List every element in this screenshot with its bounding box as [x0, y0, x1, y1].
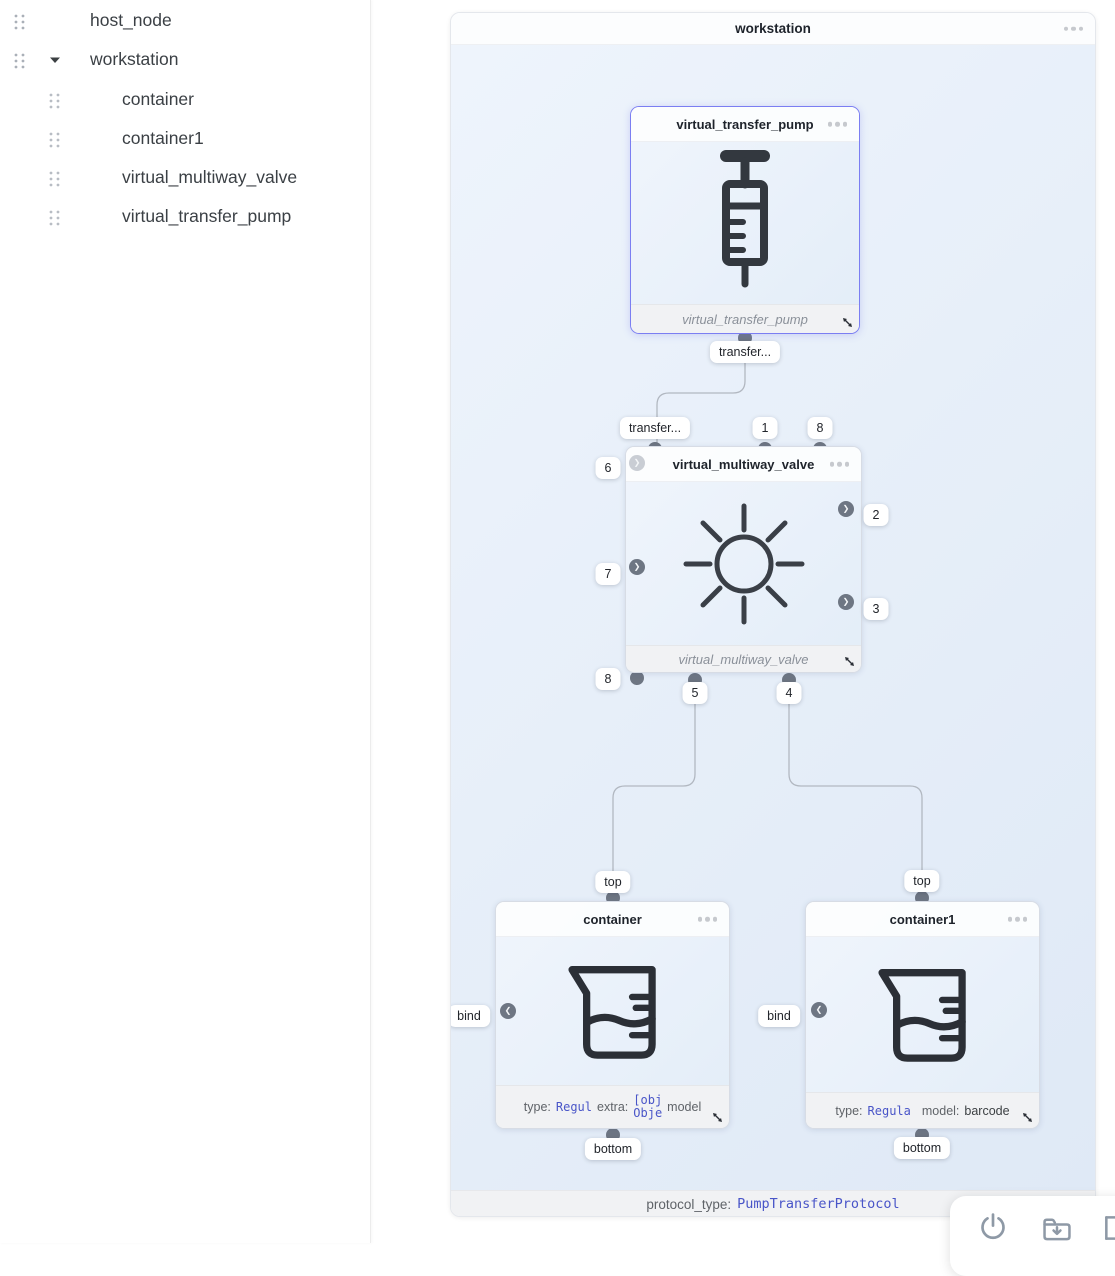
sidebar-item-virtual-transfer-pump[interactable]: [0, 198, 370, 237]
chevron-port-icon[interactable]: ❯: [838, 594, 854, 610]
field-value: Regula: [867, 1103, 911, 1118]
chevron-port-icon[interactable]: ❯: [838, 501, 854, 517]
node-container1[interactable]: [805, 901, 1040, 1129]
node-caption: virtual_multiway_valve: [678, 651, 809, 667]
node-fields: [806, 1104, 1039, 1118]
node-title: virtual_transfer_pump: [676, 116, 814, 132]
syringe-icon: [717, 148, 773, 298]
workstation-panel-header: [451, 13, 1095, 45]
drag-handle-icon[interactable]: [48, 131, 61, 149]
caret-down-icon[interactable]: [49, 56, 61, 64]
power-icon[interactable]: [976, 1210, 1010, 1244]
node-body: [626, 482, 861, 645]
port-label-valve-1: 1: [753, 417, 778, 439]
node-footer: [631, 304, 859, 333]
drag-handle-icon[interactable]: [48, 209, 61, 227]
sidebar-item-workstation[interactable]: [0, 41, 370, 80]
node-footer: [626, 645, 861, 672]
port-label-valve-2: 2: [864, 504, 889, 526]
node-title: virtual_multiway_valve: [672, 456, 815, 472]
node-header: [496, 902, 729, 937]
resize-icon[interactable]: [841, 316, 854, 329]
sidebar-item-label: container: [122, 89, 194, 109]
ellipsis-menu-icon[interactable]: [830, 462, 850, 467]
sidebar-item-host-node[interactable]: [0, 2, 370, 41]
port-label-container-bottom: bottom: [585, 1138, 641, 1160]
folder-download-icon[interactable]: [1039, 1211, 1075, 1245]
chevron-port-icon[interactable]: ❯: [629, 559, 645, 575]
node-body: [806, 937, 1039, 1092]
port-label-valve-4: 4: [777, 682, 802, 704]
sidebar-item-label: container1: [122, 128, 204, 148]
port-label-container-top: top: [595, 871, 630, 893]
node-fields: [496, 1094, 729, 1120]
drag-handle-icon[interactable]: [13, 13, 26, 31]
node-body: [631, 142, 859, 304]
port-label-valve-7: 7: [596, 563, 621, 585]
ellipsis-menu-icon[interactable]: [1064, 26, 1084, 31]
sidebar-item-label: workstation: [90, 49, 179, 69]
field-value: Regul: [555, 1100, 592, 1114]
export-icon[interactable]: [1095, 1211, 1115, 1245]
node-footer: [806, 1092, 1039, 1128]
field-label: model:: [921, 1103, 960, 1118]
graph-canvas[interactable]: [451, 45, 1095, 1190]
node-header: [631, 107, 859, 142]
sidebar-item-label: host_node: [90, 10, 172, 30]
field-label: type:: [835, 1103, 863, 1118]
protocol-type-value: PumpTransferProtocol: [737, 1196, 900, 1212]
sidebar-item-label: virtual_transfer_pump: [122, 206, 292, 226]
drag-handle-icon[interactable]: [13, 52, 26, 70]
ellipsis-menu-icon[interactable]: [698, 917, 718, 922]
port-label-container1-top: top: [904, 870, 939, 892]
sidebar-item-virtual-multiway-valve[interactable]: [0, 159, 370, 198]
sidebar-item-label: virtual_multiway_valve: [122, 167, 298, 187]
port-label-valve-8-left: 8: [596, 668, 621, 690]
drag-handle-icon[interactable]: [48, 170, 61, 188]
field-value: barcode: [964, 1103, 1010, 1118]
drag-handle-icon[interactable]: [48, 92, 61, 110]
node-title: container: [583, 911, 642, 927]
ellipsis-menu-icon[interactable]: [1008, 917, 1028, 922]
edge-valve4-to-container1: [789, 678, 922, 896]
edge-valve5-to-container: [613, 678, 695, 896]
resize-icon[interactable]: [843, 655, 856, 668]
chevron-port-icon[interactable]: ❯: [629, 455, 645, 471]
port-label-valve-8-top: 8: [808, 417, 833, 439]
node-caption: virtual_transfer_pump: [682, 311, 808, 327]
chevron-port-icon[interactable]: ❮: [500, 1003, 516, 1019]
node-virtual-transfer-pump[interactable]: [630, 106, 860, 334]
port-label-container1-bottom: bottom: [894, 1137, 950, 1159]
port-label-container1-bind: bind: [758, 1005, 800, 1027]
node-header: [626, 447, 861, 482]
port-label-valve-6: 6: [596, 457, 621, 479]
sidebar-item-container1[interactable]: [0, 120, 370, 159]
field-label: type:: [523, 1100, 551, 1114]
node-body: [496, 937, 729, 1085]
resize-icon[interactable]: [1021, 1111, 1034, 1124]
port-label-valve-transfer: transfer...: [620, 417, 690, 439]
field-label: model: [667, 1100, 702, 1114]
ellipsis-menu-icon[interactable]: [828, 122, 848, 127]
canvas-action-toolbar: [950, 1196, 1115, 1276]
port-label-pump-transfer: transfer...: [710, 341, 780, 363]
node-virtual-multiway-valve[interactable]: [625, 446, 862, 673]
port-label-container-bind: bind: [450, 1005, 490, 1027]
port-label-valve-5: 5: [683, 682, 708, 704]
multiway-valve-icon: [683, 503, 805, 625]
node-title: container1: [889, 911, 956, 927]
sidebar-item-container[interactable]: [0, 81, 370, 120]
node-footer: [496, 1085, 729, 1128]
field-value: [obj Obje: [633, 1094, 663, 1120]
resize-icon[interactable]: [711, 1111, 724, 1124]
beaker-icon: [873, 957, 973, 1072]
protocol-type-label: protocol_type:: [646, 1196, 732, 1212]
node-container[interactable]: [495, 901, 730, 1129]
node-header: [806, 902, 1039, 937]
port-label-valve-3: 3: [864, 598, 889, 620]
device-tree-sidebar: [0, 0, 371, 1243]
chevron-port-icon[interactable]: ❮: [811, 1002, 827, 1018]
beaker-icon: [563, 954, 663, 1069]
panel-title: workstation: [735, 21, 811, 36]
port-valve-8-left[interactable]: [630, 671, 644, 685]
field-label: extra:: [597, 1100, 629, 1114]
workstation-panel: [450, 12, 1096, 1217]
